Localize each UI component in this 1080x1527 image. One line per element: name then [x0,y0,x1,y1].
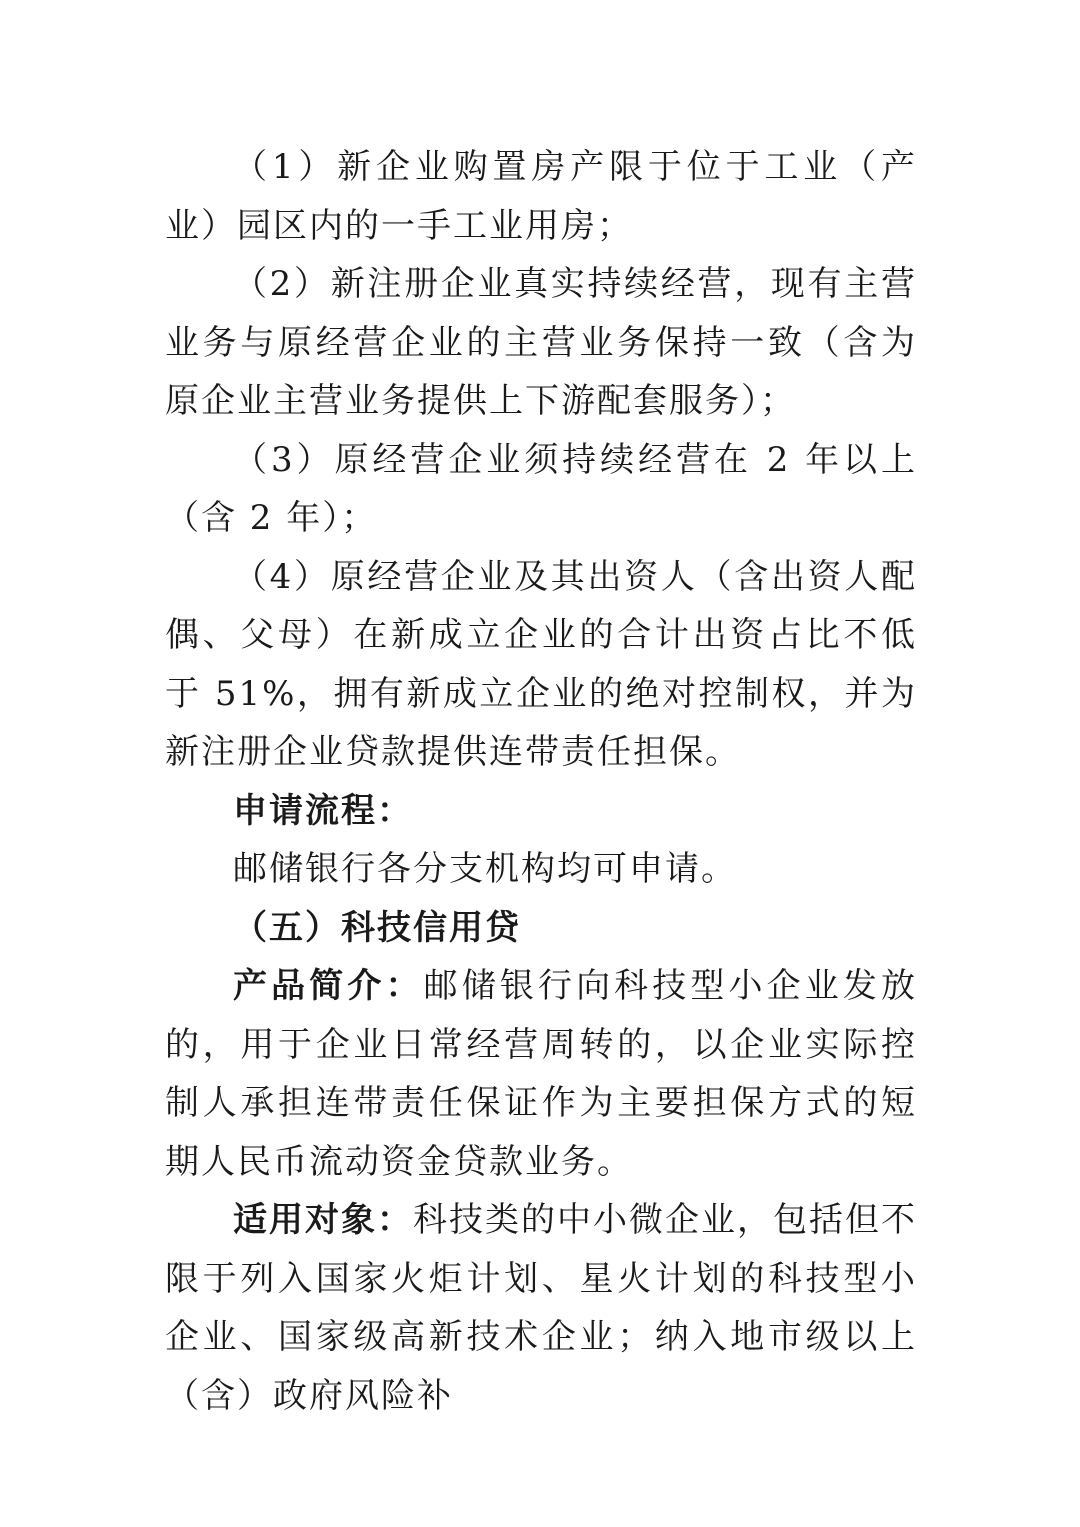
target-paragraph [165,1191,917,1425]
target-text: 科技类的中小微企业，包括但不限于列入国家火炬计划、星火计划的科技型小企业、国家级高新技术企业；纳入地市级以上（含）政府风险补 [165,1200,917,1416]
condition-item-3-text: （3）原经营企业须持续经营在 2 年以上（含 2 年）； [165,439,917,538]
target-label: 适用对象： [233,1200,413,1240]
condition-item-1 [165,138,917,255]
process-text: 邮储银行各分支机构均可申请。 [233,849,737,889]
condition-item-2 [165,255,917,431]
product-intro-label: 产品简介： [233,966,424,1006]
section-heading: （五）科技信用贷 [233,907,521,948]
product-intro-paragraph [165,957,917,1191]
process-heading: 申请流程： [233,790,413,831]
condition-item-1-text: （1）新企业购置房产限于位于工业（产业）园区内的一手工业用房； [165,147,917,246]
document-page [165,138,917,1425]
product-intro-text: 邮储银行向科技型小企业发放的，用于企业日常经营周转的，以企业实际控制人承担连带责任保证作为主要担保方式的短期人民币流动资金贷款业务。 [165,966,918,1182]
condition-item-4 [165,548,917,782]
condition-item-2-text: （2）新注册企业真实持续经营，现有主营业务与原经营企业的主营业务保持一致（含为原企业主营业务提供上下游配套服务）； [165,264,917,421]
condition-item-3 [165,431,917,548]
condition-item-4-text: （4）原经营企业及其出资人（含出资人配偶、父母）在新成立企业的合计出资占比不低于 51%，拥有新成立企业的绝对控制权，并为新注册企业贷款提供连带责任担保。 [165,556,917,772]
